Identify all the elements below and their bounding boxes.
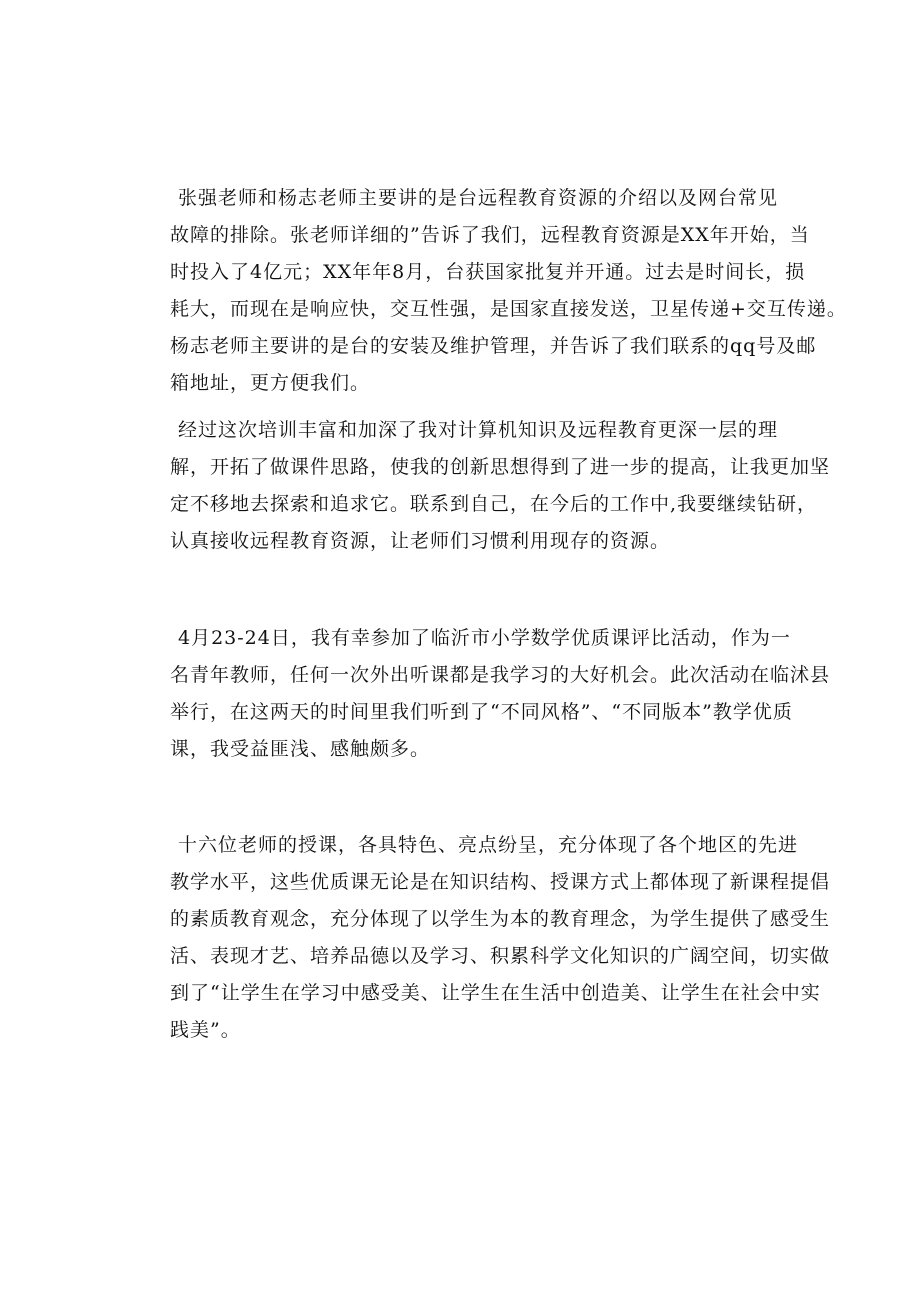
- paragraph-line: 活、表现才艺、培养品德以及学习、积累科学文化知识的广阔空间，切实做: [170, 945, 831, 967]
- paragraph-line: 故障的排除。张老师详细的”告诉了我们，远程教育资源是XX年开始，当: [170, 224, 810, 246]
- paragraph-line: 张强老师和杨志老师主要讲的是台远程教育资源的介绍以及网台常见: [178, 187, 779, 209]
- paragraph-line: 的素质教育观念，充分体现了以学生为本的教育理念，为学生提供了感受生: [170, 908, 831, 930]
- paragraph-line: 箱地址，更方便我们。: [170, 372, 371, 394]
- paragraph-line: 耗大，而现在是响应快，交互性强，是国家直接发送，卫星传递+交互传递。: [170, 298, 847, 320]
- paragraph-2: [170, 412, 831, 560]
- paragraph-line: 解，开拓了做课件思路，使我的创新思想得到了进一步的提高，让我更加坚: [170, 456, 831, 478]
- paragraph-line: 4月23-24日，我有幸参加了临沂市小学数学优质课评比活动，作为一: [178, 627, 791, 649]
- paragraph-3: [170, 620, 831, 768]
- paragraph-line: 经过这次培训丰富和加深了我对计算机知识及远程教育更深一层的理: [178, 419, 779, 441]
- paragraph-line: 时投入了4亿元；XX年年8月，台获国家批复并开通。过去是时间长，损: [170, 261, 806, 283]
- paragraph-line: 到了“让学生在学习中感受美、让学生在生活中创造美、让学生在社会中实: [170, 982, 821, 1004]
- paragraph-line: 课，我受益匪浅、感触颇多。: [170, 738, 431, 760]
- paragraph-line: 杨志老师主要讲的是台的安装及维护管理，并告诉了我们联系的qq号及邮: [170, 335, 817, 357]
- paragraph-line: 举行，在这两天的时间里我们听到了“不同风格”、“不同版本”教学优质: [170, 701, 793, 723]
- paragraph-4: [170, 827, 831, 1049]
- paragraph-line: 定不移地去探索和追求它。联系到自己，在今后的工作中,我要继续钻研，: [170, 493, 818, 515]
- paragraph-line: 名青年教师，任何一次外出听课都是我学习的大好机会。此次活动在临沭县: [170, 664, 831, 686]
- paragraph-line: 践美”。: [170, 1019, 241, 1041]
- paragraph-1: [170, 180, 847, 402]
- paragraph-line: 十六位老师的授课，各具特色、亮点纷呈，充分体现了各个地区的先进: [178, 834, 799, 856]
- paragraph-line: 认真接收远程教育资源，让老师们习惯利用现存的资源。: [170, 530, 671, 552]
- paragraph-line: 教学水平，这些优质课无论是在知识结构、授课方式上都体现了新课程提倡: [170, 871, 831, 893]
